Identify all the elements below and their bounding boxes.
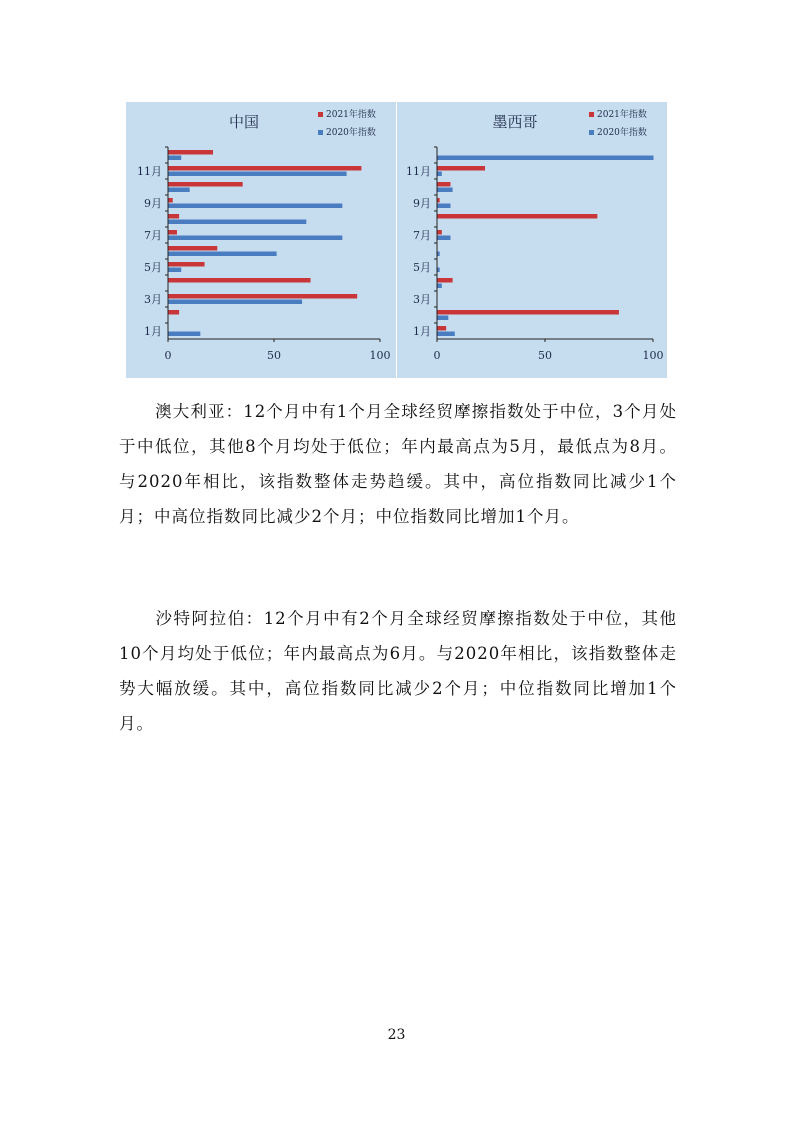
y-tick-label: 7月	[144, 229, 162, 242]
legend-swatch	[589, 130, 594, 135]
y-tick-label: 7月	[413, 229, 431, 242]
chart-figure	[126, 102, 667, 378]
y-tick-label: 5月	[144, 261, 162, 274]
x-tick-label: 0	[433, 349, 441, 362]
legend-swatch	[589, 112, 594, 117]
chart-title: 墨西哥	[492, 113, 538, 131]
bar-2021-2月	[169, 310, 180, 315]
y-tick-label: 1月	[413, 325, 431, 338]
bar-2020-7月	[438, 236, 451, 241]
x-tick-label: 50	[538, 349, 552, 362]
chart-panel-1	[126, 102, 396, 378]
bar-2020-5月	[438, 268, 440, 273]
bar-2021-4月	[169, 278, 311, 283]
paragraph-text: 澳大利亚：12个月中有1个月全球经贸摩擦指数处于中位，3个月处于中低位，其他8个月均处于低位；年内最高点为5月，最低点为8月。与2020年相比，该指数整体走势趋缓。其中，高位指数同比减少1个月；中高位指数同比减少2个月；中位指数同比增加1个月。	[119, 402, 677, 526]
legend-swatch	[318, 112, 323, 117]
legend-label: 2020年指数	[597, 128, 647, 138]
legend-label: 2021年指数	[326, 110, 376, 120]
paragraph-australia	[119, 394, 677, 534]
x-tick-label: 100	[369, 349, 391, 362]
x-tick-label: 100	[642, 349, 664, 362]
y-tick-label: 5月	[413, 261, 431, 274]
bar-2021-2月	[438, 310, 619, 315]
y-tick-label: 1月	[144, 325, 162, 338]
x-tick-label: 50	[267, 349, 281, 362]
bar-2021-9月	[438, 198, 440, 203]
bar-2020-10月	[438, 188, 453, 193]
bar-2020-12月	[438, 156, 654, 161]
bar-2020-4月	[438, 284, 442, 289]
bar-2020-7月	[169, 236, 343, 241]
paragraph-saudi-arabia	[119, 601, 677, 741]
bar-2020-6月	[169, 252, 277, 257]
chart-title: 中国	[228, 113, 260, 131]
bar-2020-12月	[169, 156, 182, 161]
y-tick-label: 3月	[413, 293, 431, 306]
bar-2020-10月	[169, 188, 190, 193]
bar-2021-3月	[169, 294, 358, 299]
bar-2021-11月	[438, 166, 486, 171]
legend-label: 2020年指数	[326, 128, 376, 138]
bar-2020-8月	[169, 220, 307, 225]
y-tick-label: 3月	[144, 293, 162, 306]
bar-2020-2月	[438, 316, 449, 321]
bar-2020-1月	[438, 332, 455, 337]
chart-panel-2	[397, 102, 667, 378]
legend-label: 2021年指数	[597, 110, 647, 120]
legend-swatch	[318, 130, 323, 135]
bar-2020-9月	[438, 204, 451, 209]
bar-2020-11月	[438, 172, 442, 177]
bar-2021-10月	[438, 182, 451, 187]
y-tick-label: 11月	[406, 165, 431, 178]
bar-2020-11月	[169, 172, 347, 177]
bar-2020-1月	[169, 332, 201, 337]
paragraph-text: 沙特阿拉伯：12个月中有2个月全球经贸摩擦指数处于中位，其他10个月均处于低位；年内最高点为6月。与2020年相比，该指数整体走势大幅放缓。其中，高位指数同比减少2个月；中位指数同比增加1个月。	[119, 609, 677, 733]
bar-2020-6月	[438, 252, 440, 257]
bar-2020-9月	[169, 204, 343, 209]
bar-2021-10月	[169, 182, 243, 187]
bar-2021-7月	[438, 230, 442, 235]
bar-2021-1月	[438, 326, 447, 331]
bar-2021-12月	[169, 150, 214, 155]
bar-2021-11月	[169, 166, 362, 171]
bar-2020-5月	[169, 268, 182, 273]
bar-2021-6月	[169, 246, 218, 251]
y-tick-label: 11月	[137, 165, 162, 178]
bar-2021-8月	[438, 214, 598, 219]
bar-2021-9月	[169, 198, 173, 203]
y-tick-label: 9月	[413, 197, 431, 210]
bar-2021-7月	[169, 230, 177, 235]
bar-2021-4月	[438, 278, 453, 283]
y-tick-label: 9月	[144, 197, 162, 210]
bar-2020-3月	[169, 300, 303, 305]
page-number: 23	[387, 1027, 406, 1043]
bar-2021-8月	[169, 214, 180, 219]
bar-2021-5月	[169, 262, 205, 267]
x-tick-label: 0	[164, 349, 172, 362]
